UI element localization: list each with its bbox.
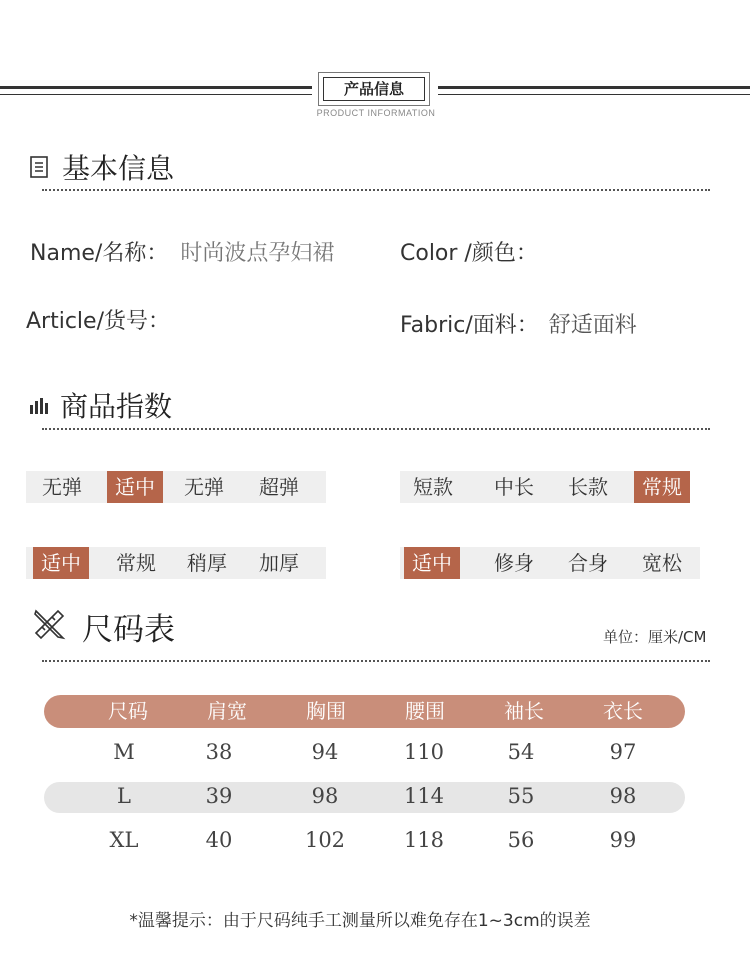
divider <box>42 428 710 430</box>
index-option-selected: 适中 <box>404 547 460 579</box>
table-cell: 118 <box>403 828 445 852</box>
header-cell: 袖长 <box>504 699 544 723</box>
size-chart-title: 尺码表 <box>82 612 175 648</box>
header-rule-right <box>438 86 750 95</box>
index-option-selected: 适中 <box>107 471 163 503</box>
index-option: 宽松 <box>642 551 682 575</box>
size-table-header <box>44 695 685 728</box>
table-cell: 98 <box>609 784 637 808</box>
index-option: 稍厚 <box>187 551 227 575</box>
measurement-note: *温馨提示：由于尺码纯手工测量所以难免存在1~3cm的误差 <box>129 911 591 931</box>
divider <box>42 660 710 662</box>
index-row-elasticity <box>26 471 326 503</box>
header-title: 产品信息 <box>323 77 425 101</box>
index-option: 超弹 <box>259 475 299 499</box>
ruler-pencil-icon <box>32 607 66 641</box>
table-cell: 110 <box>403 740 445 764</box>
fabric-label: Fabric/面料： <box>400 313 539 338</box>
table-cell: L <box>117 784 131 808</box>
header-rule-left <box>0 86 312 95</box>
index-row-thickness <box>26 547 326 579</box>
index-row-length <box>400 471 690 503</box>
index-option: 合身 <box>568 551 608 575</box>
name-field <box>30 236 334 267</box>
divider <box>42 189 710 191</box>
index-option: 加厚 <box>259 551 299 575</box>
index-option: 修身 <box>494 551 534 575</box>
index-option: 中长 <box>494 475 534 499</box>
header-cell: 尺码 <box>108 699 148 723</box>
table-cell: 114 <box>403 784 445 808</box>
index-option-selected: 常规 <box>634 471 690 503</box>
header-cell: 胸围 <box>306 699 346 723</box>
table-cell: M <box>113 740 135 764</box>
table-cell: 99 <box>609 828 637 852</box>
table-cell: 40 <box>205 828 233 852</box>
table-cell: 94 <box>311 740 339 764</box>
index-option: 无弹 <box>42 475 82 499</box>
index-option: 长款 <box>568 475 608 499</box>
header-subtitle: PRODUCT INFORMATION <box>316 108 436 118</box>
name-value: 时尚波点孕妇裙 <box>180 241 335 266</box>
table-cell: 55 <box>507 784 535 808</box>
article-label: Article/货号： <box>26 309 170 334</box>
table-cell: 38 <box>205 740 233 764</box>
table-cell: XL <box>109 828 139 852</box>
table-cell: 39 <box>205 784 233 808</box>
table-cell: 97 <box>609 740 637 764</box>
index-option: 常规 <box>116 551 156 575</box>
basic-info-title: 基本信息 <box>62 152 175 185</box>
index-option-selected: 适中 <box>33 547 89 579</box>
fabric-field <box>400 308 637 339</box>
list-icon <box>30 156 48 178</box>
fabric-value: 舒适面料 <box>548 313 637 338</box>
unit-label: 单位：厘米/CM <box>603 628 707 646</box>
index-option: 无弹 <box>184 475 224 499</box>
color-field <box>400 236 538 267</box>
bar-chart-icon <box>30 397 48 415</box>
name-label: Name/名称： <box>30 241 169 266</box>
table-cell: 98 <box>311 784 339 808</box>
index-option: 短款 <box>413 475 453 499</box>
table-cell: 102 <box>304 828 346 852</box>
table-cell: 56 <box>507 828 535 852</box>
article-field <box>26 304 170 335</box>
color-label: Color /颜色： <box>400 241 538 266</box>
header-cell: 肩宽 <box>207 699 247 723</box>
header-cell: 腰围 <box>405 699 445 723</box>
index-title: 商品指数 <box>60 390 173 423</box>
table-cell: 54 <box>507 740 535 764</box>
header-cell: 衣长 <box>603 699 643 723</box>
index-row-fit <box>400 547 700 579</box>
